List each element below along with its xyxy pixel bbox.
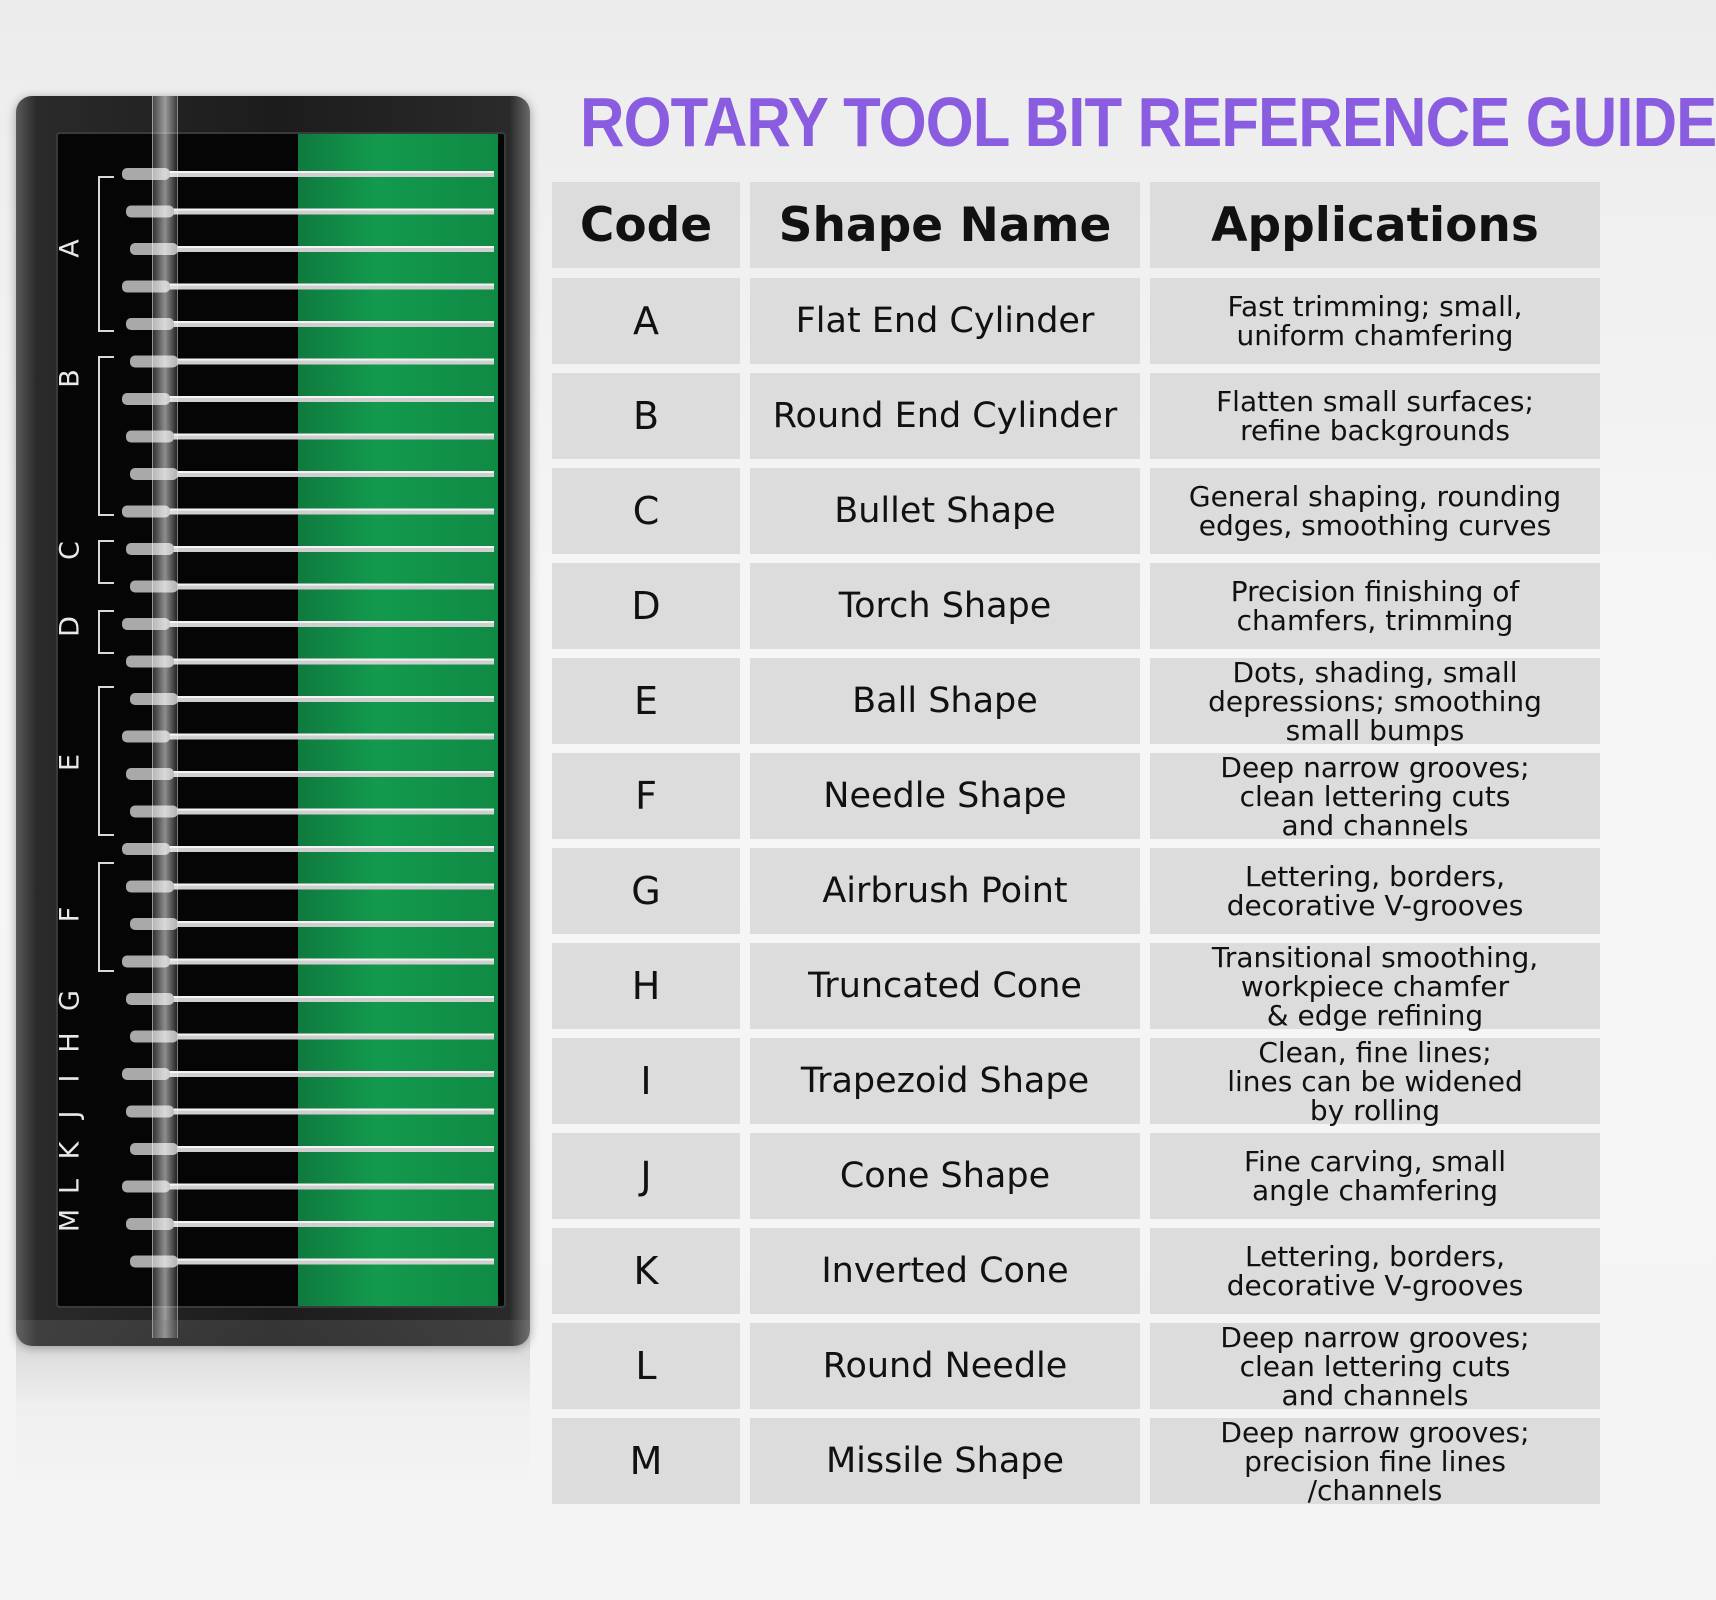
applications-cell (1150, 750, 1600, 842)
code-cell-text: I (640, 1059, 652, 1103)
case-reflection (16, 1320, 530, 1490)
bit-highlight (168, 171, 494, 173)
applications-cell-text: Lettering, borders, decorative V-grooves (1226, 1240, 1524, 1302)
shape-name-cell-text: Truncated Cone (808, 966, 1082, 1006)
applications-cell-text: Transitional smoothing, workpiece chamfer & edge refining (1211, 940, 1539, 1032)
shape-name-cell-text: Ball Shape (852, 681, 1038, 721)
case-interior (56, 132, 506, 1308)
applications-cell-text: Clean, fine lines; lines can be widened by rolling (1227, 1035, 1523, 1127)
code-cell (552, 1038, 740, 1124)
bit-highlight (168, 696, 494, 698)
case-label: C (54, 541, 86, 560)
applications-cell-text: Deep narrow grooves; clean lettering cuts and channels (1220, 1320, 1530, 1412)
applications-cell-text: Dots, shading, small depressions; smoothing small bumps (1208, 655, 1542, 747)
shape-name-cell-text: Bullet Shape (834, 491, 1056, 531)
case-label: J (54, 1110, 86, 1119)
case-group-bracket (98, 176, 114, 332)
case-label: G (54, 990, 86, 1011)
shape-name-cell (750, 848, 1140, 934)
case-label: L (54, 1178, 86, 1195)
shape-name-cell-text: Inverted Cone (821, 1251, 1069, 1291)
shape-name-cell (750, 753, 1140, 839)
code-cell-text: D (631, 584, 661, 628)
bit-highlight (168, 921, 494, 923)
bit-highlight (168, 884, 494, 886)
case-group-bracket (98, 610, 114, 654)
case-hinge-bar (152, 96, 178, 1338)
code-cell (552, 658, 740, 744)
applications-cell (1150, 655, 1600, 747)
code-cell (552, 1418, 740, 1504)
shape-name-cell (750, 1228, 1140, 1314)
case-label: M (54, 1208, 86, 1233)
applications-cell (1150, 468, 1600, 554)
shape-name-cell-text: Missile Shape (825, 1441, 1065, 1481)
shape-name-cell (750, 563, 1140, 649)
code-cell (552, 943, 740, 1029)
bit-set-illustration (58, 134, 504, 1306)
case-group-bracket (98, 540, 114, 584)
case-label: E (54, 753, 86, 772)
shape-name-cell-text: Round Needle (822, 1346, 1068, 1386)
applications-cell (1150, 1415, 1600, 1507)
bit-highlight (168, 1221, 494, 1223)
code-cell (552, 1228, 740, 1314)
bit-highlight (168, 771, 494, 773)
case-label: A (54, 239, 86, 258)
bit-highlight (168, 621, 494, 623)
shape-name-cell (750, 278, 1140, 364)
applications-cell (1150, 1133, 1600, 1219)
shape-name-cell-text: Airbrush Point (822, 871, 1068, 911)
code-cell-text: J (640, 1154, 652, 1198)
code-cell (552, 753, 740, 839)
applications-cell-text: Lettering, borders, decorative V-grooves (1226, 860, 1524, 922)
bit-highlight (168, 321, 494, 323)
bit-highlight (168, 396, 494, 398)
bit-highlight (168, 1071, 494, 1073)
applications-cell-text: Fast trimming; small, uniform chamfering (1227, 290, 1523, 352)
bit-highlight (168, 1259, 494, 1261)
applications-cell-text: Deep narrow grooves; clean lettering cuts and channels (1220, 750, 1530, 842)
case-label: I (54, 1074, 86, 1083)
bit-highlight (168, 246, 494, 248)
bit-case-photo (16, 96, 530, 1346)
code-cell-text: C (632, 489, 660, 533)
case-group-bracket (98, 356, 114, 516)
applications-cell (1150, 848, 1600, 934)
applications-cell (1150, 1035, 1600, 1127)
applications-cell-text: Deep narrow grooves; precision fine lines /channels (1220, 1415, 1530, 1507)
bit-highlight (168, 1034, 494, 1036)
applications-cell-text: General shaping, rounding edges, smoothing curves (1188, 480, 1562, 542)
code-cell (552, 468, 740, 554)
applications-cell-text: Precision finishing of chamfers, trimming (1230, 575, 1520, 637)
code-cell (552, 1323, 740, 1409)
header-shape-name: Shape Name (750, 182, 1140, 268)
code-cell-text: M (629, 1439, 663, 1483)
case-group-bracket (98, 862, 114, 972)
shape-name-cell (750, 1418, 1140, 1504)
code-cell-text: A (633, 299, 659, 343)
code-cell-text: B (632, 394, 660, 438)
bit-highlight (168, 584, 494, 586)
bit-highlight (168, 509, 494, 511)
case-group-bracket (98, 686, 114, 836)
code-cell-text: E (633, 679, 658, 723)
code-cell-text: L (635, 1344, 657, 1388)
bit-highlight (168, 809, 494, 811)
code-cell (552, 373, 740, 459)
shape-name-cell (750, 1133, 1140, 1219)
bit-highlight (168, 846, 494, 848)
shape-name-cell-text: Flat End Cylinder (795, 301, 1095, 341)
shape-name-cell (750, 468, 1140, 554)
header-applications: Applications (1150, 182, 1600, 268)
bit-highlight (168, 1109, 494, 1111)
applications-cell-text: Fine carving, small angle chamfering (1243, 1145, 1507, 1207)
case-label: F (54, 906, 86, 923)
shape-name-cell (750, 1323, 1140, 1409)
shape-name-cell (750, 943, 1140, 1029)
case-label: H (54, 1032, 86, 1053)
code-cell-text: G (631, 869, 661, 913)
shape-name-cell-text: Round End Cylinder (772, 396, 1118, 436)
applications-cell (1150, 1320, 1600, 1412)
shape-name-cell (750, 373, 1140, 459)
applications-cell (1150, 940, 1600, 1032)
applications-cell (1150, 1228, 1600, 1314)
shape-name-cell-text: Trapezoid Shape (800, 1061, 1090, 1101)
applications-cell (1150, 373, 1600, 459)
code-cell (552, 278, 740, 364)
case-label: K (54, 1141, 86, 1160)
code-cell (552, 848, 740, 934)
shape-name-cell (750, 658, 1140, 744)
bit-highlight (168, 1184, 494, 1186)
code-cell (552, 1133, 740, 1219)
bit-highlight (168, 659, 494, 661)
page-title: ROTARY TOOL BIT REFERENCE GUIDE (580, 83, 1716, 161)
applications-cell (1150, 278, 1600, 364)
code-cell-text: H (631, 964, 661, 1008)
bit-highlight (168, 996, 494, 998)
code-cell-text: K (633, 1249, 659, 1293)
applications-cell-text: Flatten small surfaces; refine backgrounds (1216, 385, 1534, 447)
case-label: D (54, 616, 86, 637)
bit-highlight (168, 959, 494, 961)
bit-highlight (168, 359, 494, 361)
bit-highlight (168, 434, 494, 436)
case-label: B (54, 369, 86, 388)
header-code: Code (552, 182, 740, 268)
bit-highlight (168, 471, 494, 473)
shape-name-cell (750, 1038, 1140, 1124)
shape-name-cell-text: Cone Shape (839, 1156, 1051, 1196)
bit-highlight (168, 1146, 494, 1148)
shape-name-cell-text: Torch Shape (838, 586, 1052, 626)
applications-cell (1150, 563, 1600, 649)
code-cell-text: F (635, 774, 657, 818)
code-cell (552, 563, 740, 649)
shape-name-cell-text: Needle Shape (823, 776, 1067, 816)
bit-highlight (168, 209, 494, 211)
bit-highlight (168, 546, 494, 548)
bit-highlight (168, 284, 494, 286)
bit-highlight (168, 734, 494, 736)
